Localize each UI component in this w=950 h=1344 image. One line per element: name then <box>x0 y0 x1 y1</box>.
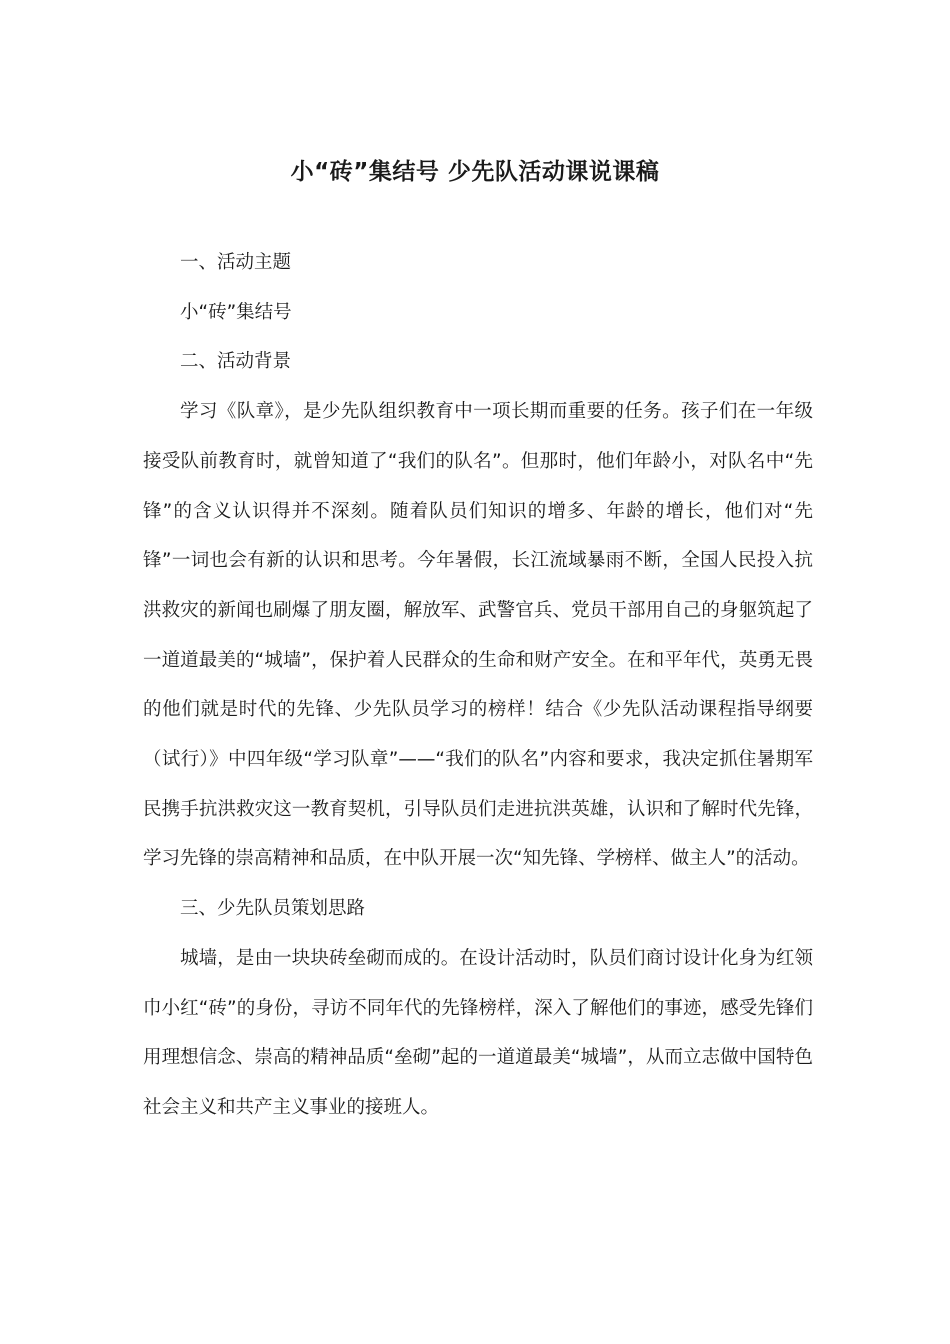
document-title: 小“砖”集结号 少先队活动课说课稿 <box>290 159 660 185</box>
document-body <box>143 238 813 1133</box>
planning-paragraph: 城墙，是由一块块砖垒砌而成的。在设计活动时，队员们商讨设计化身为红领巾小红“砖”的身份，寻访不同年代的先锋榜样，深入了解他们的事迹，感受先锋们用理想信念、崇高的精神品质“垒砌”起的一道道最美“城墙”，从而立志做中国特色社会主义和共产主义事业的接班人。 <box>143 947 813 1118</box>
section-heading-theme: 一、活动主题 <box>180 252 292 273</box>
background-paragraph: 学习《队章》，是少先队组织教育中一项长期而重要的任务。孩子们在一年级接受队前教育时，就曾知道了“我们的队名”。但那时，他们年龄小，对队名中“先锋”的含义认识得并不深刻。随着队员们知识的增多、年龄的增长，他们对“先锋”一词也会有新的认识和思考。今年暑假，长江流域暴雨不断，全国人民投入抗洪救灾的新闻也刷爆了朋友圈，解放军、武警官兵、党员干部用自己的身躯筑起了一道道最美的“城墙”，保护着人民群众的生命和财产安全。在和平年代，英勇无畏的他们就是时代的先锋、少先队员学习的榜样！结合《少先队活动课程指导纲要（试行）》中四年级“学习队章”——“我们的队名”内容和要求，我决定抓住暑期军民携手抗洪救灾这一教育契机，引导队员们走进抗洪英雄，认识和了解时代先锋，学习先锋的崇高精神和品质，在中队开展一次“知先锋、学榜样、做主人”的活动。 <box>143 401 813 870</box>
theme-text: 小“砖”集结号 <box>180 301 292 323</box>
section-heading-background: 二、活动背景 <box>180 351 292 373</box>
section-heading-planning: 三、少先队员策划思路 <box>180 898 366 920</box>
